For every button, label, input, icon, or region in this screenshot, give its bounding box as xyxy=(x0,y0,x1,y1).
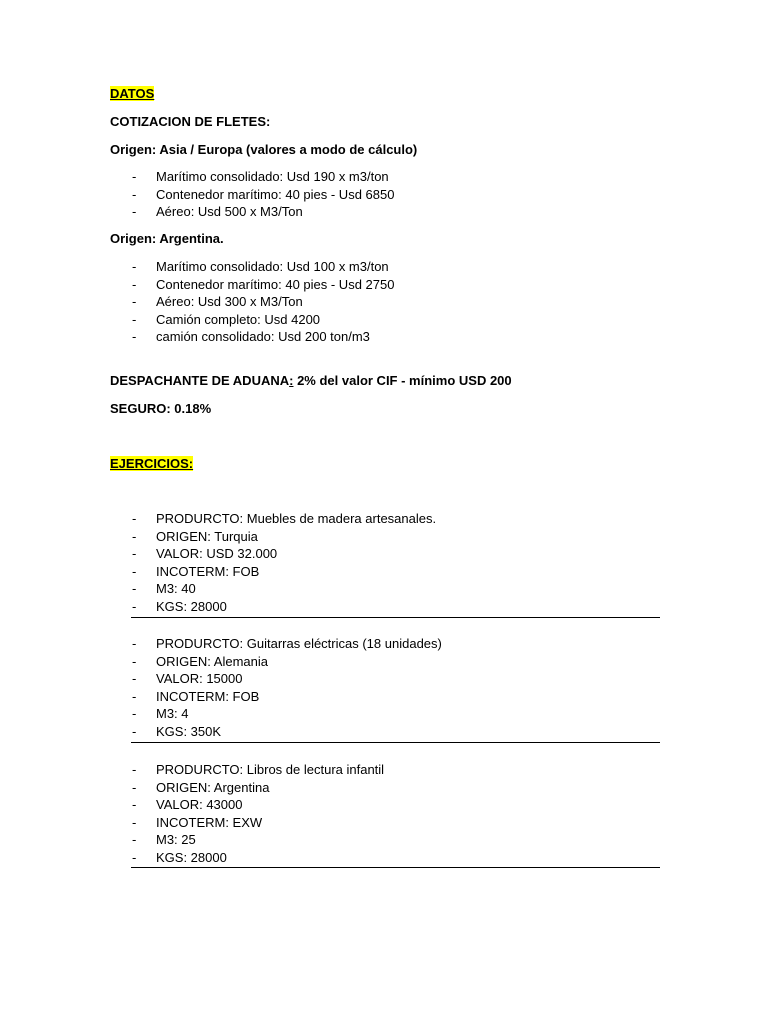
list-item: - ORIGEN: Argentina xyxy=(132,779,270,795)
list-item: - M3: 40 xyxy=(132,581,196,596)
origin-argentina-title: Origen: Argentina. xyxy=(110,231,224,246)
list-item: - KGS: 28000 xyxy=(132,598,227,614)
list-item: - Aéreo: Usd 300 x M3/Ton xyxy=(132,294,303,309)
list-item: - KGS: 28000 xyxy=(132,849,227,865)
exercise-divider xyxy=(131,742,660,743)
exercise-divider xyxy=(131,867,660,868)
list-item: - Contenedor marítimo: 40 pies - Usd 2750 xyxy=(132,276,395,292)
datos-heading: DATOS xyxy=(110,86,155,101)
list-item: - KGS: 350K xyxy=(132,723,222,739)
list-item: - VALOR: 15000 xyxy=(132,671,243,686)
list-item: - PRODURCTO: Guitarras eléctricas (18 unidades) xyxy=(132,636,442,651)
list-item: - Marítimo consolidado: Usd 100 x m3/ton xyxy=(132,259,389,274)
list-item: - Aéreo: Usd 500 x M3/Ton xyxy=(132,204,303,219)
list-item: - M3: 25 xyxy=(132,832,196,847)
list-item: - Marítimo consolidado: Usd 190 x m3/ton xyxy=(132,169,389,184)
list-item: - PRODURCTO: Libros de lectura infantil xyxy=(132,762,385,777)
list-item: - ORIGEN: Turquia xyxy=(132,528,258,544)
list-item: - M3: 4 xyxy=(132,706,189,721)
despachante-line: DESPACHANTE DE ADUANA: 2% del valor CIF - mínimo USD 200 xyxy=(110,373,512,388)
list-item: - Contenedor marítimo: 40 pies - Usd 6850 xyxy=(132,186,395,202)
list-item: - ORIGEN: Alemania xyxy=(132,653,268,669)
list-item: - INCOTERM: FOB xyxy=(132,688,260,704)
list-item: - INCOTERM: EXW xyxy=(132,814,263,830)
origin-asia-title: Origen: Asia / Europa (valores a modo de cálculo) xyxy=(110,142,418,157)
ejercicios-heading: EJERCICIOS: xyxy=(110,456,194,471)
list-item: - Camión completo: Usd 4200 xyxy=(132,311,321,327)
list-item: - camión consolidado: Usd 200 ton/m3 xyxy=(132,329,370,344)
exercise-divider xyxy=(131,617,660,618)
seguro-line: SEGURO: 0.18% xyxy=(110,401,212,416)
list-item: - PRODURCTO: Muebles de madera artesanales. xyxy=(132,511,437,526)
list-item: - INCOTERM: FOB xyxy=(132,563,260,579)
list-item: - VALOR: 43000 xyxy=(132,797,243,812)
list-item: - VALOR: USD 32.000 xyxy=(132,546,278,561)
cotizacion-heading: COTIZACION DE FLETES: xyxy=(110,114,271,129)
